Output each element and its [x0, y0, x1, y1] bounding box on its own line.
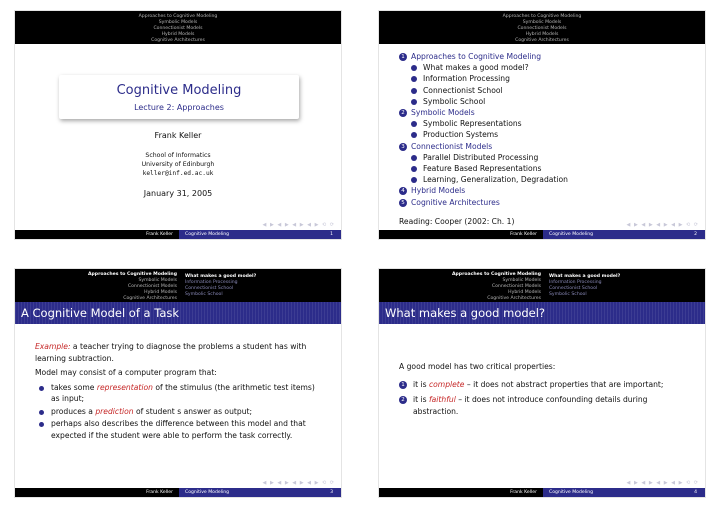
nav-section-active[interactable]: Approaches to Cognitive Modeling	[87, 272, 177, 277]
footer	[15, 488, 341, 497]
toc-subsection[interactable]: Symbolic Representations	[399, 118, 699, 129]
nav-subsection[interactable]: Information Processing	[185, 280, 238, 285]
frame-title: A Cognitive Model of a Task	[15, 302, 341, 324]
nav-section[interactable]: Symbolic Models	[138, 278, 177, 283]
nav-section[interactable]: Approaches to Cognitive Modeling	[502, 14, 582, 19]
footer-author: Frank Keller	[379, 230, 543, 239]
text: it is	[413, 395, 429, 404]
slide-4	[378, 268, 706, 498]
paragraph: A good model has two critical properties:	[399, 362, 556, 371]
toc-section-title: Hybrid Models	[411, 186, 466, 196]
institute-line: University of Edinburgh	[141, 161, 215, 168]
nav-subsection-active[interactable]: What makes a good model?	[549, 274, 621, 279]
text: a teacher trying to diagnose the problems a student has with learning subtraction.	[35, 342, 307, 363]
emphasis: prediction	[95, 406, 134, 416]
emphasis: representation	[96, 382, 153, 392]
text: – it does not abstract properties that are important;	[464, 379, 664, 389]
section-number: 4	[399, 187, 407, 195]
nav-section[interactable]: Connectionist Models	[517, 26, 567, 31]
toc-subsection[interactable]: What makes a good model?	[399, 62, 699, 73]
nav-section[interactable]: Hybrid Models	[144, 290, 177, 295]
emphasis: complete	[428, 379, 465, 389]
paragraph: Model may consist of a computer program that:	[35, 368, 217, 377]
email: keller@inf.ed.ac.uk	[142, 170, 214, 177]
nav-subsection[interactable]: Connectionist School	[185, 286, 234, 291]
subsection-list	[185, 274, 256, 298]
slide-body	[35, 341, 325, 442]
footer-author: Frank Keller	[15, 230, 179, 239]
text: it is	[413, 379, 429, 389]
footer	[379, 230, 705, 239]
emphasis: faithful	[428, 395, 456, 404]
section-list	[15, 14, 341, 44]
bullet-list	[35, 382, 325, 442]
beamer-nav-icons[interactable]: ◀ ▶ ◀ ▶ ◀ ▶ ◀ ▶ ⟲ ⟳	[262, 222, 335, 228]
nav-section[interactable]: Cognitive Architectures	[123, 296, 177, 301]
list-item	[35, 406, 325, 418]
author-name: Frank Keller	[154, 131, 202, 140]
footer-author: Frank Keller	[15, 488, 179, 497]
nav-subsection[interactable]: Symbolic School	[549, 292, 587, 297]
footer-title: Cognitive Modeling	[543, 488, 706, 497]
nav-section-active[interactable]: Approaches to Cognitive Modeling	[451, 272, 541, 277]
toc-section[interactable]	[399, 197, 699, 208]
section-list	[452, 272, 541, 302]
page-number: 2	[694, 232, 697, 237]
toc-subsection[interactable]: Parallel Distributed Processing	[399, 152, 699, 163]
reading-note: Reading: Cooper (2002: Ch. 1)	[399, 217, 515, 226]
slide-2	[378, 10, 706, 240]
text: takes some	[51, 382, 97, 392]
beamer-nav-icons[interactable]: ◀ ▶ ◀ ▶ ◀ ▶ ◀ ▶ ⟲ ⟳	[626, 480, 699, 486]
nav-section[interactable]: Symbolic Models	[502, 278, 541, 283]
frame-title: What makes a good model?	[379, 302, 705, 324]
beamer-nav-icons[interactable]: ◀ ▶ ◀ ▶ ◀ ▶ ◀ ▶ ⟲ ⟳	[262, 480, 335, 486]
section-list	[88, 272, 177, 302]
toc-section-title: Approaches to Cognitive Modeling	[411, 52, 542, 61]
toc-section-title: Connectionist Models	[411, 141, 493, 151]
toc-subsection[interactable]: Feature Based Representations	[399, 163, 699, 174]
section-number: 2	[399, 109, 407, 117]
nav-subsection[interactable]: Connectionist School	[549, 286, 598, 291]
presentation-title: Cognitive Modeling	[116, 83, 242, 98]
footer-author: Frank Keller	[379, 488, 543, 497]
toc-subsection[interactable]: Learning, Generalization, Degradation	[399, 174, 699, 185]
numbered-item	[399, 394, 689, 417]
toc-subsection[interactable]: Production Systems	[399, 129, 699, 140]
toc-subsection[interactable]: Information Processing	[399, 73, 699, 84]
page-number: 3	[330, 490, 333, 495]
nav-bar	[15, 11, 341, 44]
nav-bar	[379, 269, 705, 302]
toc-section[interactable]	[399, 51, 699, 62]
nav-section[interactable]: Connectionist Models	[491, 284, 541, 289]
slide-body	[399, 361, 689, 421]
slide-1	[14, 10, 342, 240]
toc-subsection[interactable]: Symbolic School	[399, 96, 699, 107]
nav-section[interactable]: Cognitive Architectures	[487, 296, 541, 301]
item-number: 2	[399, 396, 407, 404]
nav-section[interactable]: Hybrid Models	[525, 32, 559, 37]
table-of-contents	[399, 51, 699, 208]
toc-section-title: Symbolic Models	[411, 108, 475, 118]
nav-section[interactable]: Connectionist Models	[153, 26, 203, 31]
footer-title: Cognitive Modeling	[179, 488, 342, 497]
nav-bar	[15, 269, 341, 302]
title-box	[59, 75, 299, 119]
slide-3	[14, 268, 342, 498]
presentation-subtitle: Lecture 2: Approaches	[134, 103, 224, 112]
paragraph	[35, 341, 325, 364]
toc-section-title: Cognitive Architectures	[411, 197, 500, 207]
text: of the stimulus (the arithmetic test items) as input;	[51, 382, 315, 403]
text: – it does not introduce confounding details during abstraction.	[413, 395, 648, 416]
toc-section[interactable]	[399, 185, 699, 196]
toc-section[interactable]	[399, 107, 699, 118]
text: of student s answer as output;	[133, 406, 253, 416]
nav-section[interactable]: Hybrid Models	[161, 32, 195, 37]
footer	[15, 230, 341, 239]
footer-title: Cognitive Modeling	[179, 230, 342, 239]
subsection-list	[549, 274, 620, 298]
section-number: 1	[399, 53, 407, 61]
section-number: 5	[399, 199, 407, 207]
nav-subsection[interactable]: Information Processing	[549, 280, 602, 285]
page-number: 1	[330, 232, 333, 237]
toc-section[interactable]	[399, 141, 699, 152]
nav-bar	[379, 11, 705, 44]
nav-section[interactable]: Cognitive Architectures	[151, 38, 205, 43]
institute-line: School of Informatics	[145, 152, 211, 159]
item-number: 1	[399, 381, 407, 389]
section-list	[379, 14, 705, 44]
nav-section[interactable]: Symbolic Models	[522, 20, 562, 25]
nav-section[interactable]: Cognitive Architectures	[515, 38, 569, 43]
beamer-nav-icons[interactable]: ◀ ▶ ◀ ▶ ◀ ▶ ◀ ▶ ⟲ ⟳	[626, 222, 699, 228]
page-number: 4	[694, 490, 697, 495]
list-item	[35, 382, 325, 405]
toc-subsection[interactable]: Connectionist School	[399, 85, 699, 96]
footer	[379, 488, 705, 497]
emphasis: Example:	[35, 342, 71, 351]
nav-section[interactable]: Symbolic Models	[158, 20, 198, 25]
nav-section[interactable]: Connectionist Models	[127, 284, 177, 289]
footer-title: Cognitive Modeling	[543, 230, 706, 239]
section-number: 3	[399, 143, 407, 151]
list-item: perhaps also describes the difference between this model and that expected if the student were able to perform the task correctly.	[35, 418, 325, 441]
nav-subsection-active[interactable]: What makes a good model?	[185, 274, 257, 279]
date: January 31, 2005	[143, 189, 213, 198]
nav-section[interactable]: Approaches to Cognitive Modeling	[138, 14, 218, 19]
nav-subsection[interactable]: Symbolic School	[185, 292, 223, 297]
numbered-item	[399, 379, 689, 391]
nav-section[interactable]: Hybrid Models	[508, 290, 541, 295]
text: produces a	[51, 406, 96, 416]
